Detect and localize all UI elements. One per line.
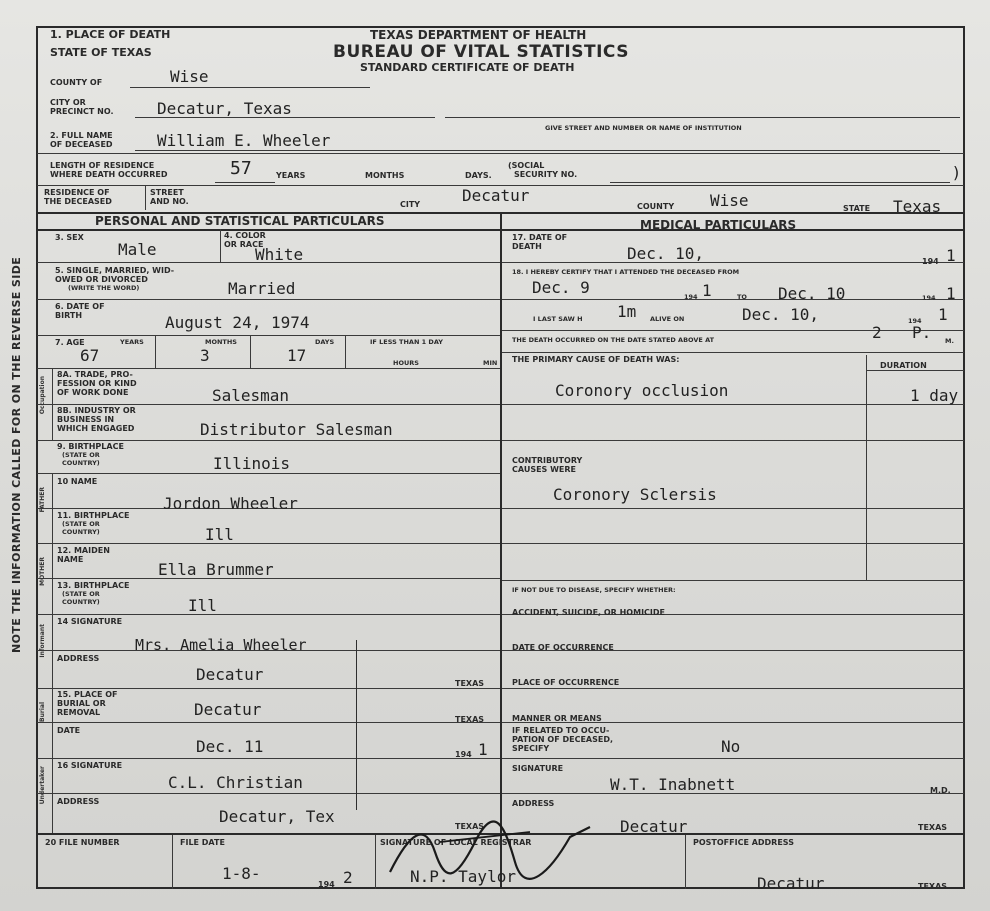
- to-label: TO: [737, 293, 747, 301]
- informant-address-label: ADDRESS: [57, 654, 100, 663]
- postoffice-label: POSTOFFICE ADDRESS: [693, 838, 794, 847]
- death-year-value: 1: [946, 246, 956, 265]
- marital-label-1: 5. SINGLE, MARRIED, WID-: [55, 266, 175, 275]
- undertaker-address-value: Decatur, Tex: [219, 807, 335, 826]
- industry-label-2: BUSINESS IN: [57, 415, 115, 424]
- attended-to-year: 1: [946, 284, 956, 303]
- birthplace-label-1: 9. BIRTHPLACE: [57, 442, 124, 451]
- full-name-value: William E. Wheeler: [157, 131, 331, 150]
- years-label: YEARS: [276, 171, 306, 180]
- hour-value: 2: [872, 323, 882, 342]
- place-of-death-label: 1. PLACE OF DEATH: [50, 28, 171, 41]
- trade-label-2: FESSION OR KIND: [57, 379, 137, 388]
- burial-date-value: Dec. 11: [196, 737, 264, 756]
- industry-label-3: WHICH ENGAGED: [57, 424, 135, 433]
- informant-address-value: Decatur: [196, 665, 264, 684]
- social-security-label-2: SECURITY NO.: [514, 170, 578, 179]
- burial-year-value: 1: [478, 740, 488, 759]
- marital-value: Married: [228, 279, 296, 298]
- section-mother: MOTHER: [37, 543, 53, 614]
- attended-from-value: Dec. 9: [532, 278, 590, 297]
- ampm-value: P.: [912, 323, 932, 342]
- accident-label: ACCIDENT, SUICIDE, OR HOMICIDE: [512, 608, 665, 617]
- state-of-texas-label: STATE OF TEXAS: [50, 46, 152, 59]
- file-date-label: FILE DATE: [180, 838, 225, 847]
- related-label-2: PATION OF DECEASED,: [512, 735, 614, 744]
- burial-date-label: DATE: [57, 726, 81, 735]
- last-saw-value: 1m: [617, 302, 637, 321]
- burial-label-3: REMOVAL: [57, 708, 101, 717]
- city-label-1: CITY OR: [50, 98, 86, 107]
- father-name-value: Jordon Wheeler: [163, 494, 298, 513]
- color-label-1: 4. COLOR: [224, 231, 266, 240]
- color-value: White: [255, 245, 304, 264]
- department-heading: TEXAS DEPARTMENT OF HEALTH: [370, 28, 587, 42]
- attended-from-year-prefix: 194: [684, 293, 698, 301]
- related-label-1: IF RELATED TO OCCU-: [512, 726, 610, 735]
- reverse-side-note: NOTE THE INFORMATION CALLED FOR ON THE REVERSE SIDE: [10, 256, 23, 654]
- age-months-label: MONTHS: [205, 338, 237, 346]
- informant-signature-label: 14 SIGNATURE: [57, 617, 123, 626]
- father-birthplace-label-2: (STATE OR: [62, 520, 100, 528]
- registrar-label: SIGNATURE OF LOCAL REGISTRAR: [380, 838, 532, 847]
- age-label: 7. AGE: [55, 338, 85, 347]
- informant-value: Mrs. Amelia Wheeler: [135, 636, 307, 654]
- min-label: MIN: [483, 359, 498, 367]
- months-label: MONTHS: [365, 171, 405, 180]
- undertaker-address-label: ADDRESS: [57, 797, 100, 806]
- primary-cause-label: THE PRIMARY CAUSE OF DEATH WAS:: [512, 355, 680, 364]
- hours-label: HOURS: [393, 359, 419, 367]
- institution-label: GIVE STREET AND NUMBER OR NAME OF INSTITUTION: [545, 124, 742, 132]
- social-security-paren: ): [953, 163, 960, 182]
- age-days-label: DAYS: [315, 338, 335, 346]
- birthplace-label-3: COUNTRY): [62, 459, 100, 467]
- attended-to-year-prefix: 194: [922, 294, 936, 302]
- pencil-mark: [356, 640, 357, 810]
- mother-maiden-value: Ella Brummer: [158, 560, 274, 579]
- related-label-3: SPECIFY: [512, 744, 550, 753]
- duration-label: DURATION: [880, 361, 927, 370]
- less-than-day-label: IF LESS THAN 1 DAY: [370, 338, 443, 346]
- attended-from-year: 1: [702, 281, 712, 300]
- burial-year-prefix: 194: [455, 750, 472, 759]
- related-occupation-value: No: [721, 737, 741, 756]
- birthplace-label-2: (STATE OR: [62, 451, 100, 459]
- social-security-label-1: (SOCIAL: [508, 161, 545, 170]
- registrar-value: N.P. Taylor: [410, 867, 516, 886]
- maiden-label-1: 12. MAIDEN: [57, 546, 110, 555]
- burial-label-1: 15. PLACE OF: [57, 690, 118, 699]
- alive-on-label: ALIVE ON: [650, 315, 685, 323]
- contributory-value: Coronory Sclersis: [553, 485, 717, 504]
- occurred-label: THE DEATH OCCURRED ON THE DATE STATED ABOVE AT: [512, 336, 715, 344]
- street-label-2: AND NO.: [150, 197, 189, 206]
- burial-texas-label: TEXAS: [455, 715, 485, 724]
- full-name-label-2: OF DECEASED: [50, 140, 113, 149]
- maiden-label-2: NAME: [57, 555, 84, 564]
- father-name-label: 10 NAME: [57, 477, 98, 486]
- certificate-heading: STANDARD CERTIFICATE OF DEATH: [360, 61, 575, 74]
- father-birthplace-label-1: 11. BIRTHPLACE: [57, 511, 130, 520]
- physician-value: W.T. Inabnett: [610, 775, 736, 794]
- postoffice-texas-label: TEXAS: [918, 882, 948, 891]
- county-value: Wise: [170, 67, 209, 86]
- dob-label-1: 6. DATE OF: [55, 302, 105, 311]
- residence-county-label: COUNTY: [637, 202, 675, 211]
- alive-on-year: 1: [938, 305, 948, 324]
- burial-place-value: Decatur: [194, 700, 262, 719]
- file-date-value: 1-8-: [222, 864, 261, 883]
- residence-of-label-1: RESIDENCE OF: [44, 188, 110, 197]
- residence-county-value: Wise: [710, 191, 749, 210]
- county-label: COUNTY OF: [50, 78, 103, 87]
- residence-city-label: CITY: [400, 200, 421, 209]
- marital-label-2: OWED OR DIVORCED: [55, 275, 148, 284]
- alive-on-year-prefix: 194: [908, 317, 922, 325]
- industry-value: Distributor Salesman: [200, 420, 393, 439]
- residence-length-label-2: WHERE DEATH OCCURRED: [50, 170, 168, 179]
- industry-label-1: 8B. INDUSTRY OR: [57, 406, 136, 415]
- city-label-2: PRECINCT NO.: [50, 107, 114, 116]
- attended-to-value: Dec. 10: [778, 284, 846, 303]
- days-label: DAYS.: [465, 171, 492, 180]
- undertaker-value: C.L. Christian: [168, 773, 303, 792]
- street-label-1: STREET: [150, 188, 184, 197]
- section-undertaker: Undertaker: [37, 758, 53, 833]
- bureau-heading: BUREAU OF VITAL STATISTICS: [333, 42, 629, 62]
- physician-texas-label: TEXAS: [918, 823, 948, 832]
- age-years-label: YEARS: [120, 338, 144, 346]
- contributory-label-1: CONTRIBUTORY: [512, 456, 583, 465]
- contributory-label-2: CAUSES WERE: [512, 465, 576, 474]
- physician-address-value: Decatur: [620, 817, 688, 836]
- age-months-value: 3: [200, 346, 210, 365]
- informant-texas-label: TEXAS: [455, 679, 485, 688]
- birthplace-value: Illinois: [213, 454, 291, 473]
- physician-signature-label: SIGNATURE: [512, 764, 564, 773]
- age-years-value: 67: [80, 346, 100, 365]
- medical-particulars-heading: MEDICAL PARTICULARS: [640, 218, 797, 232]
- marital-label-3: (WRITE THE WORD): [68, 284, 140, 292]
- full-name-label-1: 2. FULL NAME: [50, 131, 113, 140]
- place-occurrence-label: PLACE OF OCCURRENCE: [512, 678, 620, 687]
- section-informant: Informant: [37, 614, 53, 688]
- m-label: M.: [945, 337, 954, 345]
- date-of-death-label-1: 17. DATE OF: [512, 233, 568, 242]
- section-burial: Burial: [37, 688, 53, 758]
- residence-city-value: Decatur: [462, 186, 530, 205]
- dob-value: August 24, 1974: [165, 313, 310, 332]
- registrar-signature-scribble: [380, 812, 620, 887]
- section-occupation: Occupation: [37, 368, 53, 440]
- duration-value: 1 day: [910, 386, 959, 405]
- death-year-prefix: 194: [922, 257, 939, 266]
- sex-value: Male: [118, 240, 157, 259]
- residence-years-value: 57: [230, 158, 252, 179]
- mother-birthplace-value: Ill: [188, 596, 217, 615]
- date-occurrence-label: DATE OF OCCURRENCE: [512, 643, 614, 652]
- last-saw-label: I LAST SAW H: [533, 315, 583, 323]
- mother-birthplace-label-3: COUNTRY): [62, 598, 100, 606]
- certify-label: 18. I HEREBY CERTIFY THAT I ATTENDED THE DECEASED FROM: [512, 268, 740, 276]
- alive-on-value: Dec. 10,: [742, 305, 820, 324]
- md-label: M.D.: [930, 786, 951, 795]
- manner-label: MANNER OR MEANS: [512, 714, 602, 723]
- age-days-value: 17: [287, 346, 307, 365]
- color-label-2: OR RACE: [224, 240, 264, 249]
- undertaker-texas-label: TEXAS: [455, 822, 485, 831]
- father-birthplace-value: Ill: [205, 525, 234, 544]
- date-of-death-label-2: DEATH: [512, 242, 542, 251]
- file-year-prefix: 194: [318, 880, 335, 889]
- undertaker-signature-label: 16 SIGNATURE: [57, 761, 123, 770]
- file-number-label: 20 FILE NUMBER: [45, 838, 120, 847]
- mother-birthplace-label-2: (STATE OR: [62, 590, 100, 598]
- personal-particulars-heading: PERSONAL AND STATISTICAL PARTICULARS: [95, 214, 385, 228]
- section-father: FATHER: [37, 473, 53, 543]
- physician-address-label: ADDRESS: [512, 799, 555, 808]
- burial-label-2: BURIAL OR: [57, 699, 106, 708]
- residence-state-label: STATE: [843, 204, 871, 213]
- trade-value: Salesman: [212, 386, 290, 405]
- dob-label-2: BIRTH: [55, 311, 83, 320]
- mother-birthplace-label-1: 13. BIRTHPLACE: [57, 581, 130, 590]
- sex-label: 3. SEX: [55, 233, 84, 242]
- city-value: Decatur, Texas: [157, 99, 292, 118]
- residence-length-label-1: LENGTH OF RESIDENCE: [50, 161, 155, 170]
- primary-cause-value: Coronory occlusion: [555, 381, 729, 400]
- postoffice-value: Decatur: [757, 874, 825, 893]
- father-birthplace-label-3: COUNTRY): [62, 528, 100, 536]
- trade-label-1: 8A. TRADE, PRO-: [57, 370, 133, 379]
- residence-of-label-2: THE DECEASED: [44, 197, 112, 206]
- not-due-label: IF NOT DUE TO DISEASE, SPECIFY WHETHER:: [512, 586, 676, 594]
- file-year-value: 2: [343, 868, 353, 887]
- trade-label-3: OF WORK DONE: [57, 388, 129, 397]
- residence-state-value: Texas: [893, 197, 942, 216]
- date-of-death-value: Dec. 10,: [627, 244, 705, 263]
